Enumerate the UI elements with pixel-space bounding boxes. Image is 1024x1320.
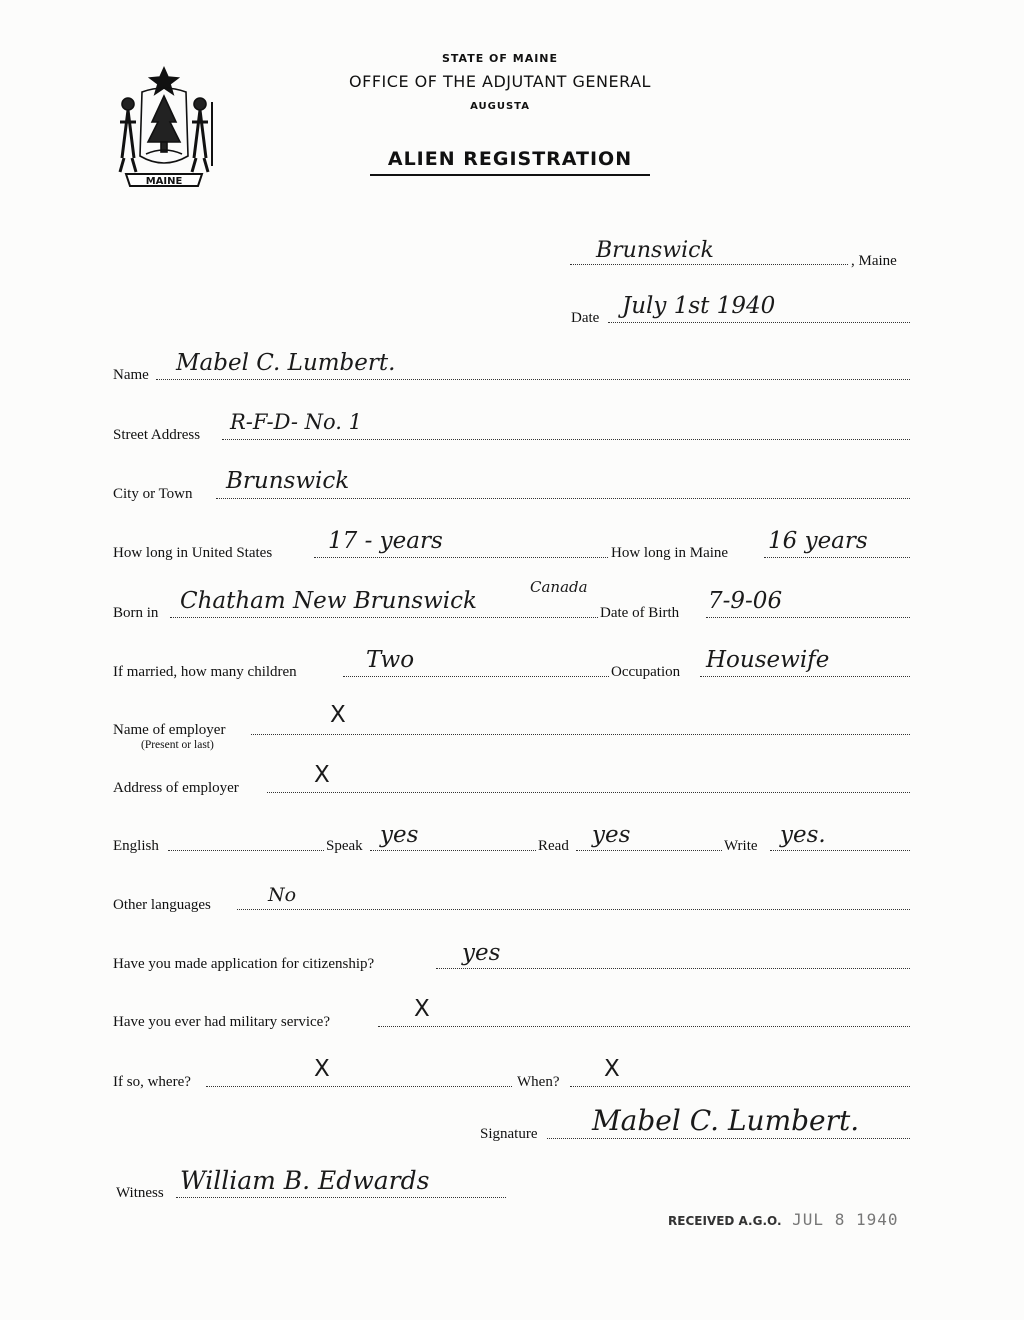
header-city: AUGUSTA <box>470 101 530 112</box>
where-line <box>206 1086 512 1087</box>
employer-sublabel: (Present or last) <box>141 739 214 751</box>
stamp-prefix: RECEIVED A.G.O. <box>668 1214 782 1228</box>
occupation-label: Occupation <box>611 664 681 680</box>
name-label: Name <box>113 367 149 383</box>
maine-years-line <box>764 557 910 558</box>
citizenship-label: Have you made application for citizenship? <box>113 956 375 972</box>
svg-text:MAINE: MAINE <box>145 176 183 187</box>
military-line <box>378 1026 910 1027</box>
read-line <box>576 850 722 851</box>
employer-label: Name of employer <box>113 722 226 738</box>
signature-value: Mabel C. Lumbert. <box>592 1104 860 1137</box>
witness-value: William B. Edwards <box>180 1166 430 1195</box>
born-in-note: Canada <box>530 578 588 596</box>
citizenship-line <box>436 968 910 969</box>
city-value: Brunswick <box>226 468 350 494</box>
place-value: Brunswick <box>596 238 714 263</box>
speak-value: yes <box>380 822 419 848</box>
us-years-label: How long in United States <box>113 545 273 561</box>
date-label: Date <box>571 310 600 326</box>
city-label: City or Town <box>113 486 193 502</box>
other-languages-value: No <box>268 884 297 906</box>
when-label: When? <box>517 1074 560 1090</box>
occupation-value: Housewife <box>706 647 830 673</box>
citizenship-value: yes <box>462 940 501 966</box>
other-languages-line <box>237 909 910 910</box>
name-value: Mabel C. Lumbert. <box>176 350 396 376</box>
dob-value: 7-9-06 <box>708 588 783 614</box>
dob-label: Date of Birth <box>600 605 680 621</box>
military-label: Have you ever had military service? <box>113 1014 330 1030</box>
us-years-line <box>314 557 608 558</box>
when-line <box>570 1086 910 1087</box>
city-line <box>216 498 910 499</box>
header-office: OFFICE OF THE ADJUTANT GENERAL <box>349 72 651 91</box>
employer-address-value: X <box>314 762 330 788</box>
dob-line <box>706 617 910 618</box>
when-value: X <box>604 1056 620 1082</box>
employer-address-line <box>267 792 910 793</box>
witness-label: Witness <box>116 1185 164 1201</box>
military-value: X <box>414 996 430 1022</box>
signature-line <box>547 1138 910 1139</box>
employer-value: X <box>330 702 346 728</box>
children-label: If married, how many children <box>113 664 297 680</box>
speak-label: Speak <box>326 838 363 854</box>
born-in-label: Born in <box>113 605 159 621</box>
maine-years-value: 16 years <box>768 528 868 554</box>
employer-address-label: Address of employer <box>113 780 239 796</box>
speak-line <box>370 850 536 851</box>
maine-years-label: How long in Maine <box>611 545 729 561</box>
stamp-date: JUL 8 1940 <box>792 1210 899 1229</box>
date-line <box>608 322 910 323</box>
street-line <box>222 439 910 440</box>
signature-label: Signature <box>480 1126 538 1142</box>
write-label: Write <box>724 838 758 854</box>
title-underline <box>370 174 650 176</box>
header-state: STATE OF MAINE <box>441 52 559 65</box>
write-value: yes. <box>780 822 826 848</box>
english-line <box>168 850 324 851</box>
other-languages-label: Other languages <box>113 897 211 913</box>
date-value: July 1st 1940 <box>622 293 776 319</box>
occupation-line <box>700 676 910 677</box>
name-line <box>156 379 910 380</box>
where-value: X <box>314 1056 330 1082</box>
place-suffix: , Maine <box>851 253 897 269</box>
us-years-value: 17 - years <box>328 528 443 554</box>
born-in-value: Chatham New Brunswick <box>180 588 477 614</box>
children-line <box>343 676 609 677</box>
form-title: ALIEN REGISTRATION <box>387 148 633 170</box>
read-label: Read <box>538 838 569 854</box>
born-in-line <box>170 617 598 618</box>
place-line <box>570 264 848 265</box>
received-stamp <box>668 1210 898 1229</box>
witness-line <box>176 1197 506 1198</box>
street-value: R-F-D- No. 1 <box>230 410 362 434</box>
street-label: Street Address <box>113 427 201 443</box>
children-value: Two <box>366 647 415 673</box>
employer-line <box>251 734 910 735</box>
english-label: English <box>113 838 159 854</box>
where-label: If so, where? <box>113 1074 191 1090</box>
write-line <box>770 850 910 851</box>
read-value: yes <box>592 822 631 848</box>
